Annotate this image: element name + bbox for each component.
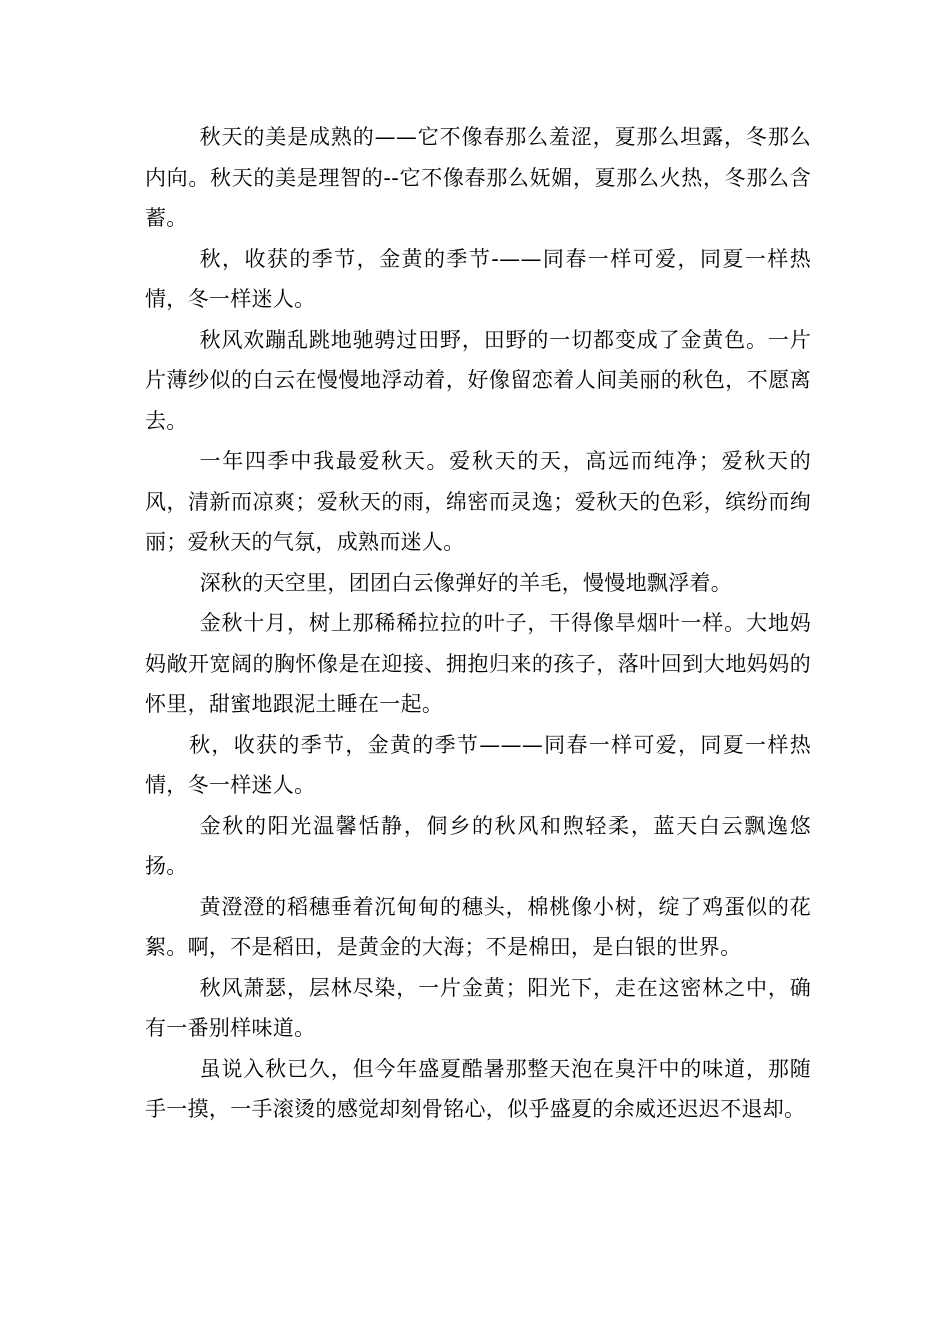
paragraph-5: 深秋的天空里，团团白云像弹好的羊毛，慢慢地飘浮着。: [199, 570, 733, 595]
document-body: [145, 117, 811, 1130]
paragraph-4: 一年四季中我最爱秋天。爱秋天的天，高远而纯净；爱秋天的风，清新而凉爽；爱秋天的雨，绵密而灵逸；爱秋天的色彩，缤纷而绚丽；爱秋天的气氛，成熟而迷人。: [145, 449, 811, 554]
paragraph-6: 金秋十月，树上那稀稀拉拉的叶子，干得像旱烟叶一样。大地妈妈敞开宽阔的胸怀像是在迎接、拥抱归来的孩子，落叶回到大地妈妈的怀里，甜蜜地跟泥土睡在一起。: [145, 611, 811, 716]
paragraph-9: 黄澄澄的稻穗垂着沉甸甸的穗头，棉桃像小树，绽了鸡蛋似的花絮。啊，不是稻田，是黄金的大海；不是棉田，是白银的世界。: [145, 894, 811, 959]
paragraph-11: 虽说入秋已久，但今年盛夏酷暑那整天泡在臭汗中的味道，那随手一摸，一手滚烫的感觉却刻骨铭心，似乎盛夏的余威还迟迟不退却。: [145, 1056, 811, 1121]
paragraph-8: 金秋的阳光温馨恬静，侗乡的秋风和煦轻柔，蓝天白云飘逸悠扬。: [145, 813, 811, 878]
paragraph-1: 秋天的美是成熟的——它不像春那么羞涩，夏那么坦露，冬那么内向。秋天的美是理智的--它不像春那么妩媚，夏那么火热，冬那么含蓄。: [145, 125, 811, 230]
paragraph-2: 秋，收获的季节，金黄的季节-——同春一样可爱，同夏一样热情，冬一样迷人。: [145, 246, 811, 311]
paragraph-3: 秋风欢蹦乱跳地驰骋过田野，田野的一切都变成了金黄色。一片片薄纱似的白云在慢慢地浮动着，好像留恋着人间美丽的秋色，不愿离去。: [145, 327, 811, 433]
paragraph-10: 秋风萧瑟，层林尽染，一片金黄；阳光下，走在这密林之中，确有一番别样味道。: [145, 975, 811, 1040]
paragraph-7: 秋，收获的季节，金黄的季节———同春一样可爱，同夏一样热情，冬一样迷人。: [145, 732, 811, 797]
